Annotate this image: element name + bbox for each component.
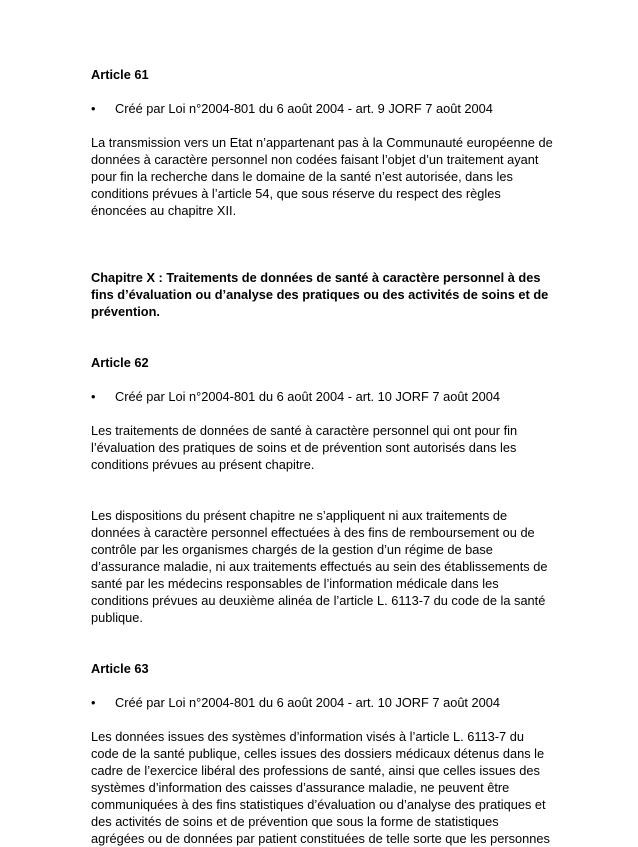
article-61-source <box>91 100 553 117</box>
article-63-source <box>91 694 553 711</box>
article-61-paragraph: La transmission vers un Etat n’appartenant pas à la Communauté européenne de données à caractère personnel non codées faisant l’objet d’un traitement ayant pour fin la recherche dans le domaine de la santé n’est autorisée, dans les conditions prévues à l’article 54, que sous réserve du respect des règles énoncées au chapitre XII. <box>91 135 553 218</box>
article-61-source-text: Créé par Loi n°2004-801 du 6 août 2004 - art. 9 JORF 7 août 2004 <box>115 101 493 116</box>
article-63-source-text: Créé par Loi n°2004-801 du 6 août 2004 - art. 10 JORF 7 août 2004 <box>115 695 501 710</box>
bullet-icon: • <box>91 695 96 710</box>
article-63-paragraph: Les données issues des systèmes d’information visés à l’article L. 6113-7 du code de la santé publique, celles issues des dossiers médicaux détenus dans le cadre de l’exercice libéral des professions de santé, ainsi que celles issues des systèmes d’information des caisses d’assurance maladie, ne peuvent être communiquées à des fins statistiques d’évaluation ou d’analyse des pratiques et des activités de soins et de prévention que sous la forme de statistiques agrégées ou de données par patient constituées de telle sorte que les personnes <box>91 729 550 846</box>
bullet-icon: • <box>91 389 96 404</box>
article-62-source <box>91 388 553 405</box>
article-62-paragraph-2: Les dispositions du présent chapitre ne s’appliquent ni aux traitements de données à caractère personnel effectuées à des fins de remboursement ou de contrôle par les organismes chargés de la gestion d’un régime de base d’assurance maladie, ni aux traitements effectués au sein des établissements de santé par les médecins responsables de l’information médicale dans les conditions prévues au deuxième alinéa de l’article L. 6113-7 du code de la santé publique. <box>91 508 548 625</box>
bullet-icon: • <box>91 101 96 116</box>
article-62-paragraph-1: Les traitements de données de santé à caractère personnel qui ont pour fin l’évaluation des pratiques de soins et de prévention sont autorisés dans les conditions prévues au présent chapitre. <box>91 423 518 472</box>
article-63-heading: Article 63 <box>91 661 149 676</box>
article-61-heading: Article 61 <box>91 67 149 82</box>
chapter-10-heading: Chapitre X : Traitements de données de santé à caractère personnel à des fins d’évaluation ou d’analyse des pratiques ou des activités de soins et de prévention. <box>91 270 549 319</box>
article-62-source-text: Créé par Loi n°2004-801 du 6 août 2004 - art. 10 JORF 7 août 2004 <box>115 389 501 404</box>
article-62-heading: Article 62 <box>91 355 149 370</box>
document-page <box>91 66 553 847</box>
